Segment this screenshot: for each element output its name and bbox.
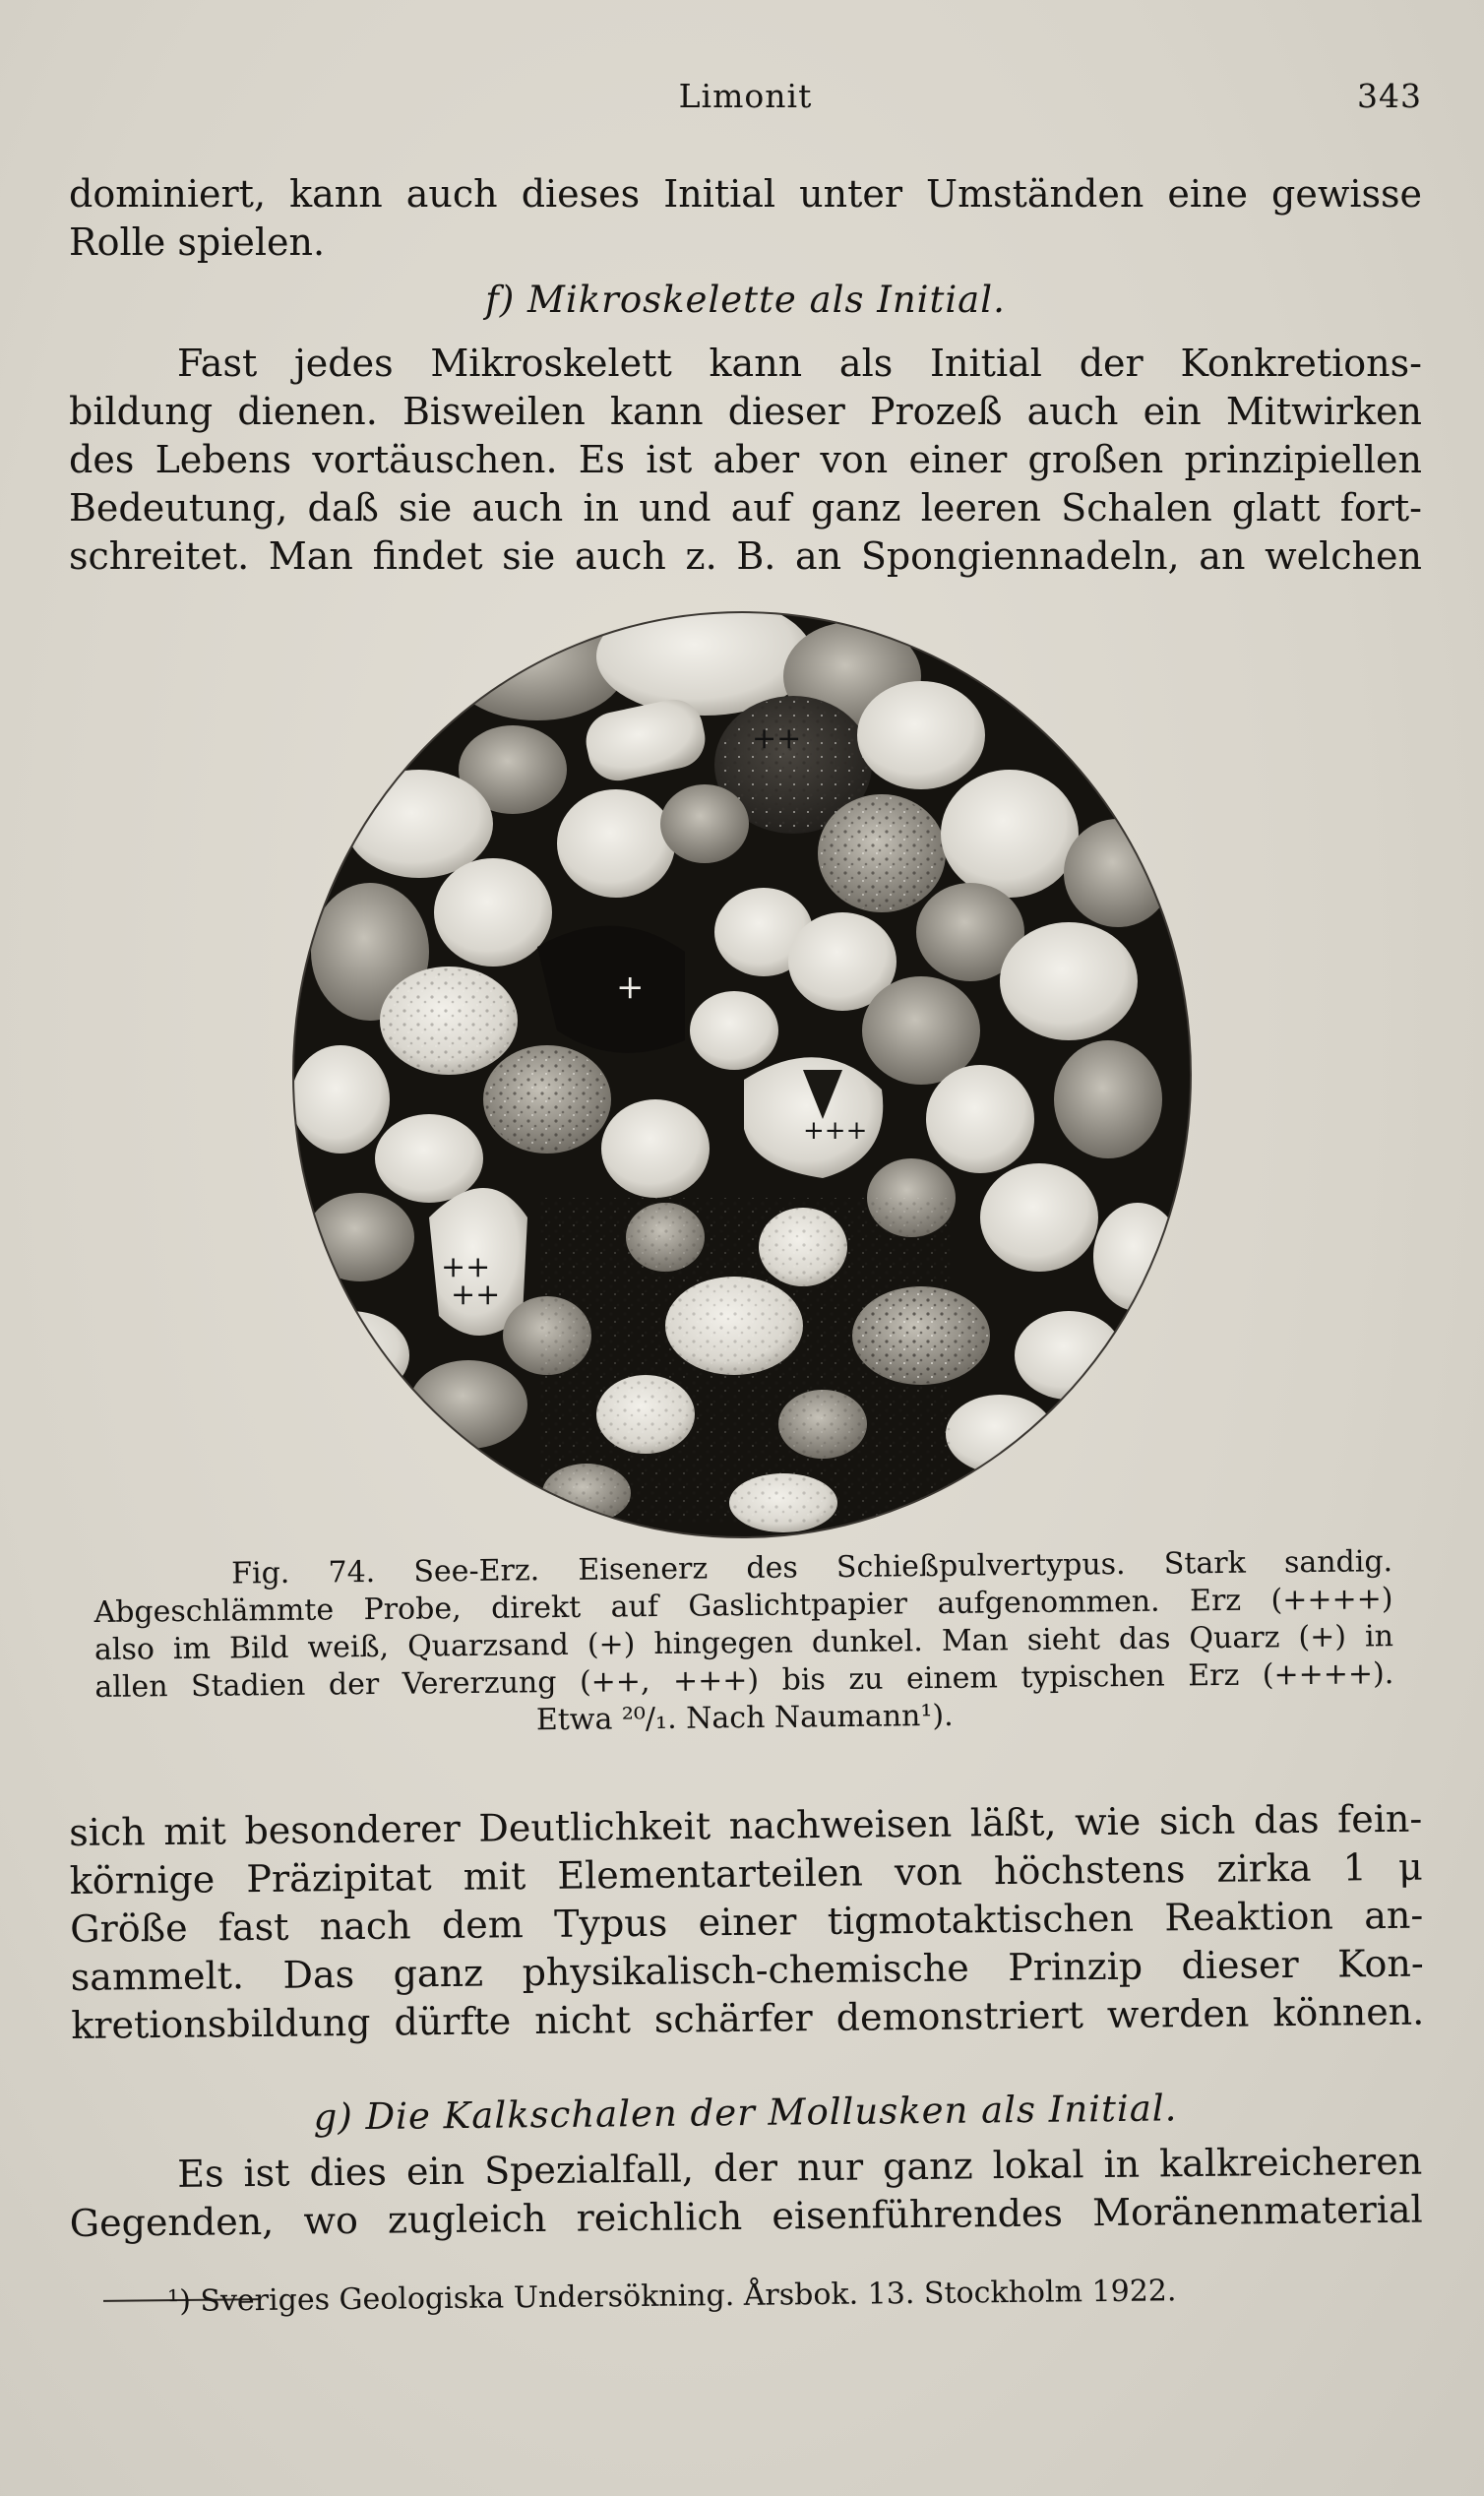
text-line: Größe fast nach dem Typus einer tigmotaktischen Reaktion an- xyxy=(70,1893,1424,1951)
footnote: ¹) Sveriges Geologiska Undersökning. Årsbok. 13. Stockholm 1922. xyxy=(167,2274,1177,2319)
text-line: körnige Präzipitat mit Elementarteilen von höchstens zirka 1 μ xyxy=(69,1844,1423,1903)
micrograph-image xyxy=(291,607,1193,1542)
text-line: Rolle spielen. xyxy=(69,220,326,264)
running-title: Limonit xyxy=(678,77,813,115)
label-plus-three: +++ xyxy=(803,1116,868,1146)
caption-line: Etwa ²⁰/₁. Nach Naumann¹). xyxy=(535,1698,954,1738)
caption-line: Fig. 74. See-Erz. Eisenerz des Schießpulvertypus. Stark sandig. xyxy=(231,1544,1393,1591)
text-line: kretionsbildung dürfte nicht schärfer demonstriert werden können. xyxy=(71,1989,1425,2047)
paragraph-praezipitat xyxy=(69,1795,1424,2050)
micrograph-figure xyxy=(291,607,1193,1542)
label-plus-one: + xyxy=(616,967,645,1007)
paragraph-mikroskelett xyxy=(69,340,1422,581)
caption-line: allen Stadien der Vererzung (++, +++) bis zu einem typischen Erz (++++). xyxy=(94,1656,1394,1705)
text-line: Bedeutung, daß sie auch in und auf ganz leeren Schalen glatt fort- xyxy=(69,486,1422,530)
text-line: Fast jedes Mikroskelett kann als Initial der Konkretions- xyxy=(177,342,1422,385)
figure-caption xyxy=(93,1543,1394,1744)
text-line: sammelt. Das ganz physikalisch-chemische Prinzip dieser Kon- xyxy=(70,1941,1424,1999)
label-plus-two-top: ++ xyxy=(752,721,802,756)
text-line: dominiert, kann auch dieses Initial unter Umständen eine gewisse xyxy=(69,172,1422,216)
label-plus-two-left-lower: ++ xyxy=(451,1278,501,1312)
text-line: des Lebens vortäuschen. Es ist aber von einer großen prinzipiellen xyxy=(69,438,1422,481)
caption-line: also im Bild weiß, Quarzsand (+) hingegen dunkel. Man sieht das Quarz (+) in xyxy=(93,1619,1394,1667)
page-header xyxy=(69,77,1422,116)
page-number: 343 xyxy=(1357,77,1422,115)
text-line: Es ist dies ein Spezialfall, der nur ganz lokal in kalkreicheren xyxy=(177,2139,1423,2196)
text-line: bildung dienen. Bisweilen kann dieser Prozeß auch ein Mitwirken xyxy=(69,390,1422,433)
caption-line: Abgeschlämmte Probe, direkt auf Gaslichtpapier aufgenommen. Erz (++++) xyxy=(93,1582,1393,1630)
section-heading-g: g) Die Kalkschalen der Mollusken als Initial. xyxy=(313,2087,1178,2139)
paragraph-spezialfall xyxy=(69,2138,1423,2248)
text-line: sich mit besonderer Deutlichkeit nachweisen läßt, wie sich das fein- xyxy=(69,1796,1423,1854)
text-line: Gegenden, wo zugleich reichlich eisenführendes Moränenmaterial xyxy=(69,2187,1423,2245)
section-heading-f: f) Mikroskelette als Initial. xyxy=(485,279,1006,321)
label-plus-two-left: ++ xyxy=(441,1250,491,1284)
paragraph-continuation xyxy=(69,170,1422,267)
text-line: schreitet. Man findet sie auch z. B. an Spongiennadeln, an welchen xyxy=(69,534,1422,578)
